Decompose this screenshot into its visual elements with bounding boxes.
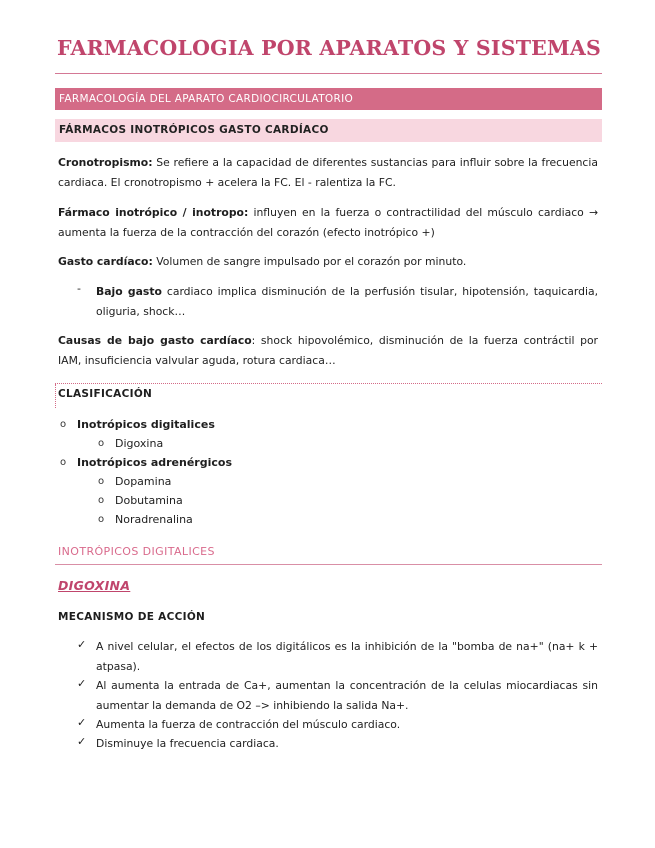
clasificacion-border	[55, 383, 602, 384]
title-divider	[55, 73, 602, 74]
group-adrenergicos: Inotrópicos adrenérgicos	[77, 456, 232, 469]
circle-bullet: o	[98, 438, 105, 449]
checkmark-icon: ✓	[77, 638, 87, 651]
circle-bullet: o	[98, 495, 105, 506]
subsection-band: FÁRMACOS INOTRÓPICOS GASTO CARDÍACO	[55, 119, 602, 142]
text-gasto: Volumen de sangre impulsado por el corazón por minuto.	[152, 255, 467, 268]
circle-bullet: o	[60, 457, 67, 468]
checkmark-icon: ✓	[77, 735, 87, 748]
paragraph-inotropo	[58, 203, 598, 242]
circle-bullet: o	[98, 476, 105, 487]
paragraph-gasto	[58, 252, 598, 272]
clasificacion-border-left	[55, 384, 56, 408]
text-bajo-gasto: cardiaco implica disminución de la perfusión tisular, hipotensión, taquicardia, oliguria, shock…	[96, 285, 598, 318]
digitalices-header: INOTRÓPICOS DIGITALICES	[58, 545, 215, 558]
list-item: Digoxina	[115, 437, 164, 450]
list-item: Dopamina	[115, 475, 172, 488]
mechanism-item: Aumenta la fuerza de contracción del músculo cardiaco.	[96, 718, 401, 731]
digoxina-heading: DIGOXINA	[58, 578, 131, 593]
paragraph-causas	[58, 331, 598, 370]
term-bajo-gasto: Bajo gasto	[96, 285, 162, 298]
term-gasto: Gasto cardíaco:	[58, 255, 153, 268]
mechanism-item: A nivel celular, el efectos de los digitálicos es la inhibición de la "bomba de na+" (na+ k + atpasa).	[96, 640, 598, 673]
circle-bullet: o	[60, 419, 67, 430]
text-inotropo: influyen en la fuerza o contractilidad del músculo cardiaco → aumenta la fuerza de la contracción del corazón (efecto inotrópico +)	[58, 206, 598, 239]
circle-bullet: o	[98, 514, 105, 525]
list-item: Noradrenalina	[115, 513, 193, 526]
page-title: FARMACOLOGIA POR APARATOS Y SISTEMAS	[57, 36, 601, 60]
list-item: Dobutamina	[115, 494, 183, 507]
checkmark-icon: ✓	[77, 716, 87, 729]
text-causas: : shock hipovolémico, disminución de la fuerza contráctil por IAM, insuficiencia valvular aguda, rotura cardiaca…	[58, 334, 598, 367]
term-cronotropismo: Cronotropismo:	[58, 156, 153, 169]
digitalices-divider	[55, 564, 602, 565]
paragraph-bajo-gasto	[96, 282, 598, 321]
paragraph-cronotropismo	[58, 153, 598, 192]
checkmark-icon: ✓	[77, 677, 87, 690]
mechanism-item: Disminuye la frecuencia cardiaca.	[96, 737, 279, 750]
mecanismo-title: MECANISMO DE ACCIÓN	[58, 611, 206, 623]
group-digitalices: Inotrópicos digitalices	[77, 418, 215, 431]
mechanism-item: Al aumenta la entrada de Ca+, aumentan la concentración de la celulas miocardiacas sin aumentar la demanda de O2 –> inhibiendo la salida Na+.	[96, 679, 598, 712]
dash-bullet: -	[77, 282, 81, 295]
clasificacion-title: CLASIFICACIÓN	[58, 388, 153, 400]
section-band: FARMACOLOGÍA DEL APARATO CARDIOCIRCULATORIO	[55, 88, 602, 110]
text-cronotropismo: Se refiere a la capacidad de diferentes sustancias para influir sobre la frecuencia cardiaca. El cronotropismo + acelera la FC. El - ralentiza la FC.	[58, 156, 598, 189]
term-causas: Causas de bajo gasto cardíaco	[58, 334, 252, 347]
term-inotropo: Fármaco inotrópico / inotropo:	[58, 206, 249, 219]
